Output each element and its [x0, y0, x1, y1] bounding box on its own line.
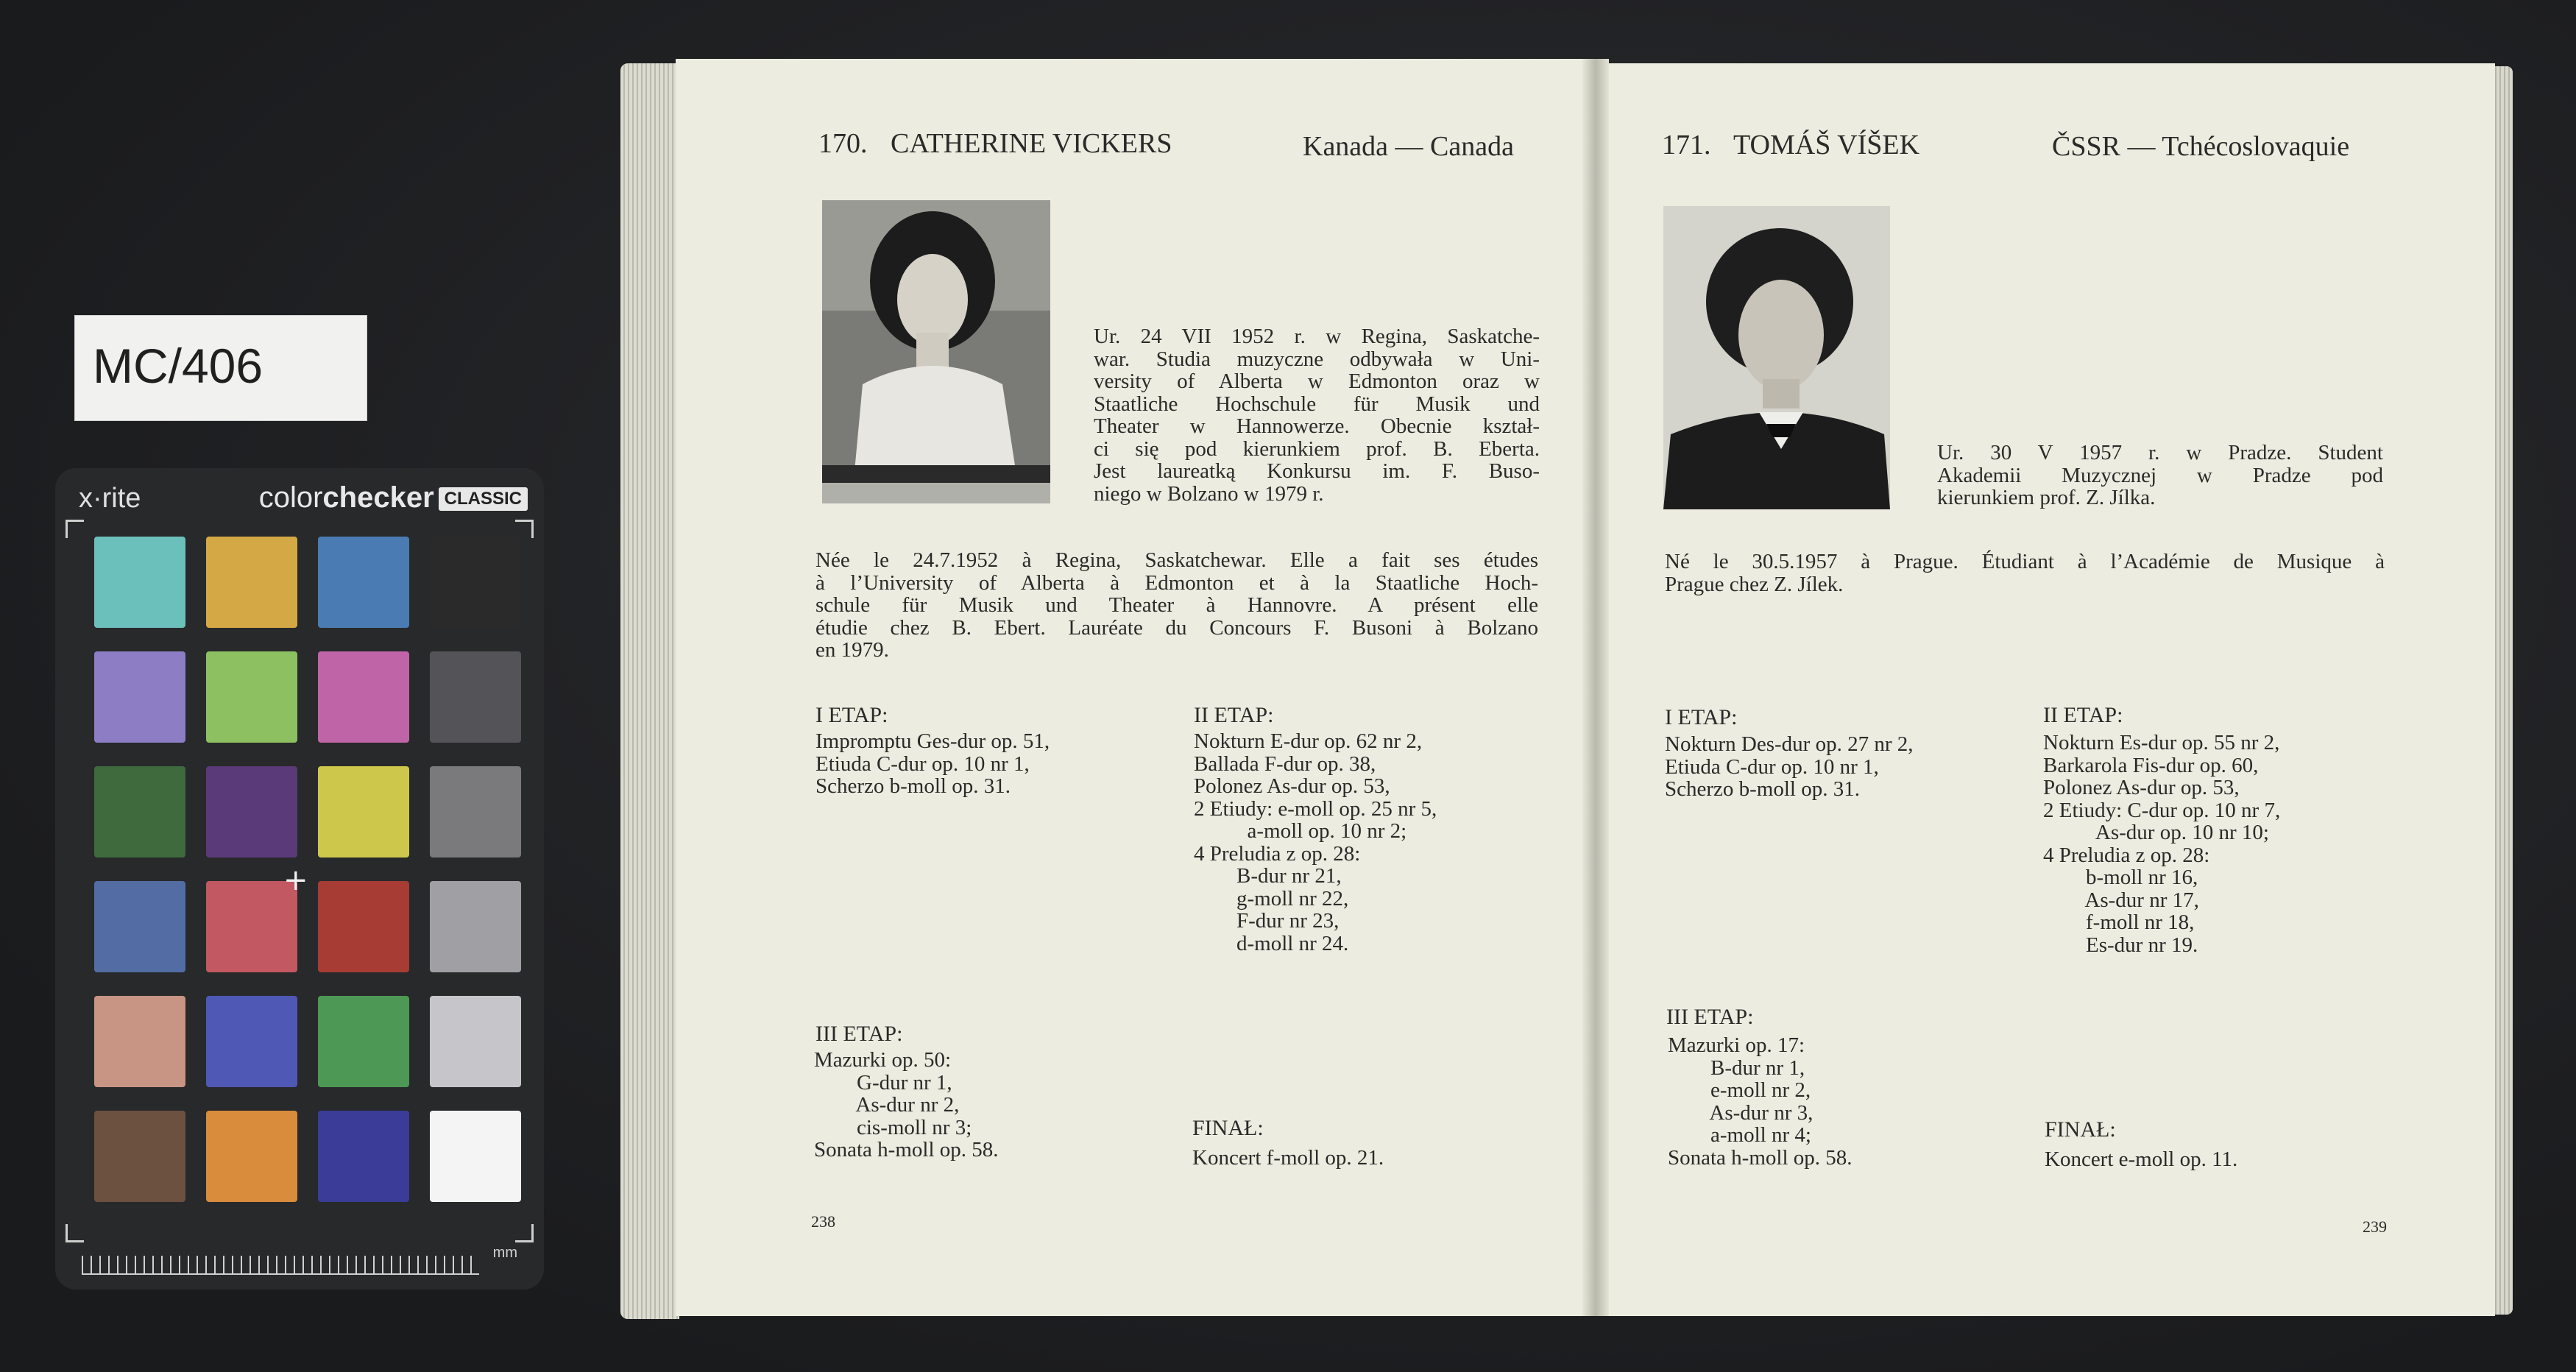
- color-patch: [94, 537, 185, 628]
- xrite-logo: x·rite: [79, 483, 141, 514]
- text-line: kierunkiem prof. Z. Jílka.: [1937, 486, 2156, 509]
- etap3-title: III ETAP:: [1666, 1005, 1754, 1029]
- text-line: Sonata h-moll op. 58.: [1668, 1145, 1853, 1170]
- text-line: g-moll nr 22,: [1194, 886, 1349, 910]
- crop-corner-icon: [66, 1224, 84, 1242]
- text-line: ci się pod kierunkiem prof. B. Eberta.: [1094, 436, 1540, 461]
- text-line: f-moll nr 18,: [2043, 910, 2195, 934]
- text-line: à l’University of Alberta à Edmonton et à la Staatliche Hoch-: [815, 570, 1538, 595]
- color-patch: [430, 881, 521, 972]
- text-line: Nokturn E-dur op. 62 nr 2,: [1194, 729, 1423, 753]
- text-line: Sonata h-moll op. 58.: [814, 1138, 999, 1161]
- text-line: schule für Musik und Theater à Hannovre. A présent elle: [815, 593, 1538, 617]
- competitor-country: ČSSR — Tchécoslovaquie: [2052, 131, 2350, 162]
- color-checker-card: [55, 468, 544, 1290]
- colorchecker-brand: [259, 481, 528, 514]
- crop-corner-icon: [515, 1224, 534, 1242]
- entry-number: 171.: [1662, 130, 1711, 160]
- color-patch: [430, 766, 521, 858]
- color-patch: [206, 1111, 297, 1202]
- mm-ruler: [82, 1244, 479, 1275]
- final-title: FINAŁ:: [1192, 1116, 1264, 1140]
- color-patch: [206, 651, 297, 743]
- color-patch: [318, 1111, 409, 1202]
- brand-bold: checker: [322, 481, 434, 514]
- text-line: Mazurki op. 50:: [814, 1048, 952, 1072]
- text-line: e-moll nr 2,: [1668, 1078, 1811, 1102]
- color-patch: [318, 766, 409, 858]
- text-line: Prague chez Z. Jílek.: [1665, 572, 1844, 596]
- etap2-title: II ETAP:: [1194, 703, 1274, 727]
- text-line: B-dur nr 21,: [1194, 864, 1342, 888]
- final-title: FINAŁ:: [2045, 1117, 2116, 1142]
- text-line: Née le 24.7.1952 à Regina, Saskatchewar. Elle a fait ses études: [815, 548, 1538, 572]
- archive-label-card: [74, 315, 367, 421]
- text-line: versity of Alberta w Edmonton oraz w: [1094, 369, 1540, 393]
- text-line: Es-dur nr 19.: [2043, 933, 2198, 957]
- text-line: a-moll nr 4;: [1668, 1123, 1811, 1147]
- text-line: G-dur nr 1,: [814, 1070, 952, 1095]
- competitor-name: TOMÁŠ VÍŠEK: [1733, 130, 1920, 160]
- text-line: Koncert f-moll op. 21.: [1192, 1146, 1384, 1170]
- text-line: b-moll nr 16,: [2043, 866, 2198, 889]
- color-patch: [430, 537, 521, 628]
- crosshair-icon: +: [283, 863, 308, 897]
- text-line: Né le 30.5.1957 à Prague. Étudiant à l’Académie de Musique à: [1665, 550, 2385, 573]
- text-line: Polonez As-dur op. 53,: [1194, 774, 1390, 798]
- color-patch: [94, 996, 185, 1087]
- ruler-unit-label: mm: [492, 1245, 517, 1261]
- etap1-title: I ETAP:: [815, 703, 888, 727]
- text-line: étudie chez B. Ebert. Lauréate du Concours F. Busoni à Bolzano: [815, 615, 1538, 640]
- text-line: Staatliche Hochschule für Musik und: [1094, 392, 1540, 416]
- text-line: Koncert e-moll op. 11.: [2045, 1148, 2238, 1171]
- competitor-name: CATHERINE VICKERS: [891, 128, 1172, 159]
- color-patch: [94, 881, 185, 972]
- text-line: 2 Etiudy: e-moll op. 25 nr 5,: [1194, 796, 1437, 821]
- text-line: niego w Bolzano w 1979 r.: [1094, 481, 1324, 506]
- etap3-title: III ETAP:: [815, 1022, 903, 1046]
- etap2-title: II ETAP:: [2043, 703, 2123, 727]
- text-line: 4 Preludia z op. 28:: [2043, 843, 2210, 867]
- page-number: 238: [811, 1212, 835, 1231]
- color-patch: [94, 766, 185, 858]
- text-line: As-dur nr 2,: [814, 1093, 960, 1117]
- color-patch: [206, 537, 297, 628]
- competitor-photo: [1663, 206, 1890, 509]
- competitor-photo: [822, 200, 1050, 503]
- color-patch: [318, 537, 409, 628]
- text-line: Mazurki op. 17:: [1668, 1033, 1805, 1057]
- text-line: Nokturn Des-dur op. 27 nr 2,: [1665, 732, 1914, 756]
- text-line: Akademii Muzycznej w Pradze pod: [1937, 463, 2383, 487]
- text-line: Barkarola Fis-dur op. 60,: [2043, 753, 2259, 777]
- text-line: B-dur nr 1,: [1668, 1055, 1805, 1080]
- text-line: Impromptu Ges-dur op. 51,: [815, 729, 1050, 753]
- text-line: Ur. 30 V 1957 r. w Pradze. Student: [1937, 441, 2383, 464]
- archive-label-text: MC/406: [93, 339, 263, 393]
- text-line: en 1979.: [815, 638, 889, 662]
- text-line: 2 Etiudy: C-dur op. 10 nr 7,: [2043, 798, 2281, 822]
- color-patch: [430, 651, 521, 743]
- book-page-edges-left: [620, 63, 679, 1319]
- competitor-country: Kanada — Canada: [1303, 131, 1514, 162]
- text-line: 4 Preludia z op. 28:: [1194, 841, 1361, 866]
- classic-badge: CLASSIC: [439, 487, 528, 511]
- text-line: Scherzo b-moll op. 31.: [815, 774, 1011, 798]
- color-patch: [206, 996, 297, 1087]
- color-patch: [206, 766, 297, 858]
- text-line: Etiuda C-dur op. 10 nr 1,: [1665, 754, 1879, 779]
- portrait-man-icon: [1663, 206, 1890, 509]
- brand-light: color: [258, 481, 323, 514]
- color-patch: [318, 881, 409, 972]
- text-line: a-moll op. 10 nr 2;: [1194, 819, 1407, 843]
- entry-number: 170.: [818, 128, 868, 159]
- text-line: cis-moll nr 3;: [814, 1115, 972, 1139]
- book-gutter: [1582, 59, 1609, 1316]
- color-patch: [94, 651, 185, 743]
- text-line: Etiuda C-dur op. 10 nr 1,: [815, 752, 1030, 776]
- text-line: Ballada F-dur op. 38,: [1194, 752, 1376, 776]
- color-patch: [318, 651, 409, 743]
- text-line: As-dur nr 17,: [2043, 888, 2199, 912]
- text-line: d-moll nr 24.: [1194, 931, 1349, 955]
- text-line: Polonez As-dur op. 53,: [2043, 776, 2240, 799]
- text-line: Jest laureatką Konkursu im. F. Buso-: [1094, 459, 1540, 483]
- text-line: Scherzo b-moll op. 31.: [1665, 777, 1860, 801]
- color-patch: [94, 1111, 185, 1202]
- etap1-title: I ETAP:: [1665, 705, 1738, 729]
- text-line: F-dur nr 23,: [1194, 909, 1340, 933]
- text-line: Nokturn Es-dur op. 55 nr 2,: [2043, 731, 2280, 754]
- color-patch: [318, 996, 409, 1087]
- color-patch: [430, 996, 521, 1087]
- text-line: war. Studia muzyczne odbywała w Uni-: [1094, 347, 1540, 371]
- text-line: As-dur nr 3,: [1668, 1100, 1814, 1125]
- page-number: 239: [2363, 1217, 2387, 1236]
- portrait-woman-icon: [822, 200, 1050, 503]
- text-line: Ur. 24 VII 1952 r. w Regina, Saskatche-: [1094, 325, 1540, 348]
- color-patch: [430, 1111, 521, 1202]
- text-line: Theater w Hannowerze. Obecnie kształ-: [1094, 414, 1540, 438]
- text-line: As-dur op. 10 nr 10;: [2043, 821, 2269, 844]
